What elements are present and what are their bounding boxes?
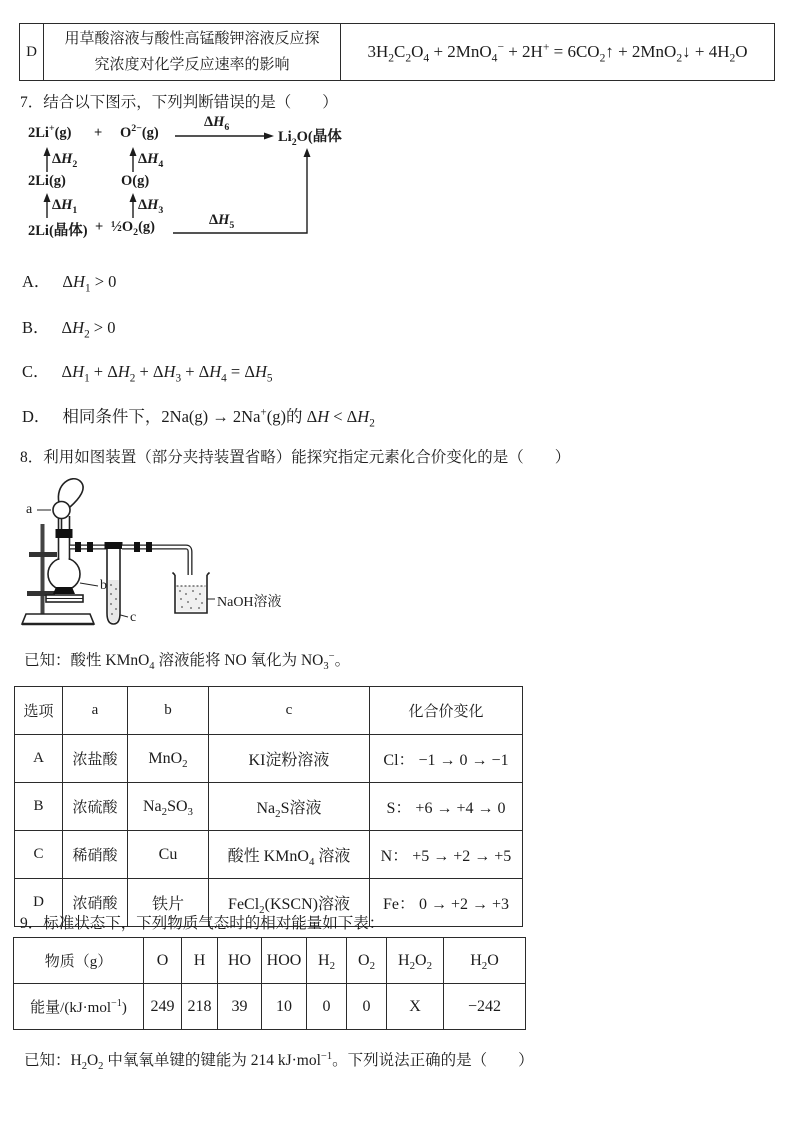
apparatus-beaker-label: NaOH溶液 bbox=[217, 595, 282, 610]
table-cell: FeCl$_2$(KSCN)溶液 bbox=[209, 879, 370, 927]
table-cell: 浓盐酸 bbox=[63, 735, 128, 783]
table-cell: $H_2$ bbox=[307, 938, 347, 984]
diagram-plus-top: + bbox=[94, 125, 103, 141]
question-7-stem: 7．结合以下图示，下列判断错误的是（ ） bbox=[20, 94, 338, 111]
diagram-label-li-solid: 2Li(晶体) bbox=[28, 223, 88, 239]
table-cell: MnO$_2$ bbox=[128, 735, 209, 783]
experiment-apparatus bbox=[18, 472, 318, 642]
diagram-label-li-ion: 2Li+(g) bbox=[28, 123, 72, 141]
table-row bbox=[15, 783, 523, 831]
option-label: D． bbox=[22, 407, 51, 426]
header-cell: a bbox=[63, 687, 128, 735]
apparatus-label-a: a bbox=[26, 502, 33, 517]
table-cell: 浓硫酸 bbox=[63, 783, 128, 831]
question-9-stem: 9．标准状态下，下列物质气态时的相对能量如下表： bbox=[20, 915, 385, 932]
header-cell: 化合价变化 bbox=[370, 687, 523, 735]
header-cell: b bbox=[128, 687, 209, 735]
q7-option-a bbox=[22, 268, 117, 295]
delivery-tube-1 bbox=[70, 542, 109, 552]
diagram-label-o2-gas: $\frac{1}{2}O_2(g)$ bbox=[111, 219, 155, 238]
q9-known-statement: 已知：$H_2O_2$ 中氧氧单键的键能为 214 kJ·mol$^{-1}$。下列说法正确的是（ ） bbox=[24, 1050, 534, 1073]
q7-option-c bbox=[22, 358, 273, 385]
option-text: $\Delta H_2 > 0$ bbox=[61, 318, 116, 341]
table-cell: Fe： 0 → +2 → +3 bbox=[370, 879, 523, 927]
q8-options-table bbox=[14, 686, 523, 927]
table-cell: B bbox=[15, 783, 63, 831]
table-cell: HO bbox=[218, 938, 262, 984]
table-cell: 能量/(kJ·mol$^{-1}$) bbox=[14, 984, 144, 1030]
diagram-label-li-gas: 2Li(g) bbox=[28, 173, 66, 189]
table-cell: Cu bbox=[128, 831, 209, 879]
table-cell: O bbox=[144, 938, 182, 984]
diagram-label-dh2: $\Delta H_2$ bbox=[52, 151, 78, 170]
q7-option-d bbox=[22, 403, 375, 430]
table-cell: Cl： −1 → 0 → −1 bbox=[370, 735, 523, 783]
q9-energy-table bbox=[13, 937, 526, 1030]
diagram-label-dh3: $\Delta H_3$ bbox=[138, 197, 164, 216]
apparatus-label-c: c bbox=[130, 610, 137, 625]
table-cell: 稀硝酸 bbox=[63, 831, 128, 879]
header-cell: c bbox=[209, 687, 370, 735]
table-cell: D bbox=[15, 879, 63, 927]
table-row bbox=[15, 735, 523, 783]
table-cell: C bbox=[15, 831, 63, 879]
table-cell: X bbox=[387, 984, 444, 1030]
table-row bbox=[20, 24, 775, 81]
table-cell: HOO bbox=[262, 938, 307, 984]
diagram-label-dh6: $\Delta H_6$ bbox=[204, 114, 230, 133]
table-cell: 酸性 KMnO$_4$ 溶液 bbox=[209, 831, 370, 879]
apparatus-drawing bbox=[18, 472, 318, 642]
table-cell: 物质（g） bbox=[14, 938, 144, 984]
table-cell: 218 bbox=[182, 984, 218, 1030]
table-cell: 0 bbox=[347, 984, 387, 1030]
table-cell: S： +6 → +4 → 0 bbox=[370, 783, 523, 831]
table-cell: KI淀粉溶液 bbox=[209, 735, 370, 783]
diagram-label-dh4: $\Delta H_4$ bbox=[138, 151, 164, 170]
table-cell: −242 bbox=[444, 984, 526, 1030]
diagram-plus-bottom: + bbox=[95, 219, 104, 235]
experiment-description bbox=[44, 24, 341, 81]
table-cell: N： +5 → +2 → +5 bbox=[370, 831, 523, 879]
option-label: C． bbox=[22, 362, 50, 381]
table-cell: 铁片 bbox=[128, 879, 209, 927]
description-line-2: 究浓度对化学反应速率的影响 bbox=[94, 57, 290, 73]
beaker bbox=[173, 573, 210, 614]
table-cell: $O_2$ bbox=[347, 938, 387, 984]
option-label: B． bbox=[22, 318, 50, 337]
header-row bbox=[15, 687, 523, 735]
diagram-label-product: $Li_2O$(晶体 bbox=[278, 129, 342, 148]
question-8-stem: 8．利用如图装置（部分夹持装置省略）能探究指定元素化合价变化的是（ ） bbox=[20, 449, 571, 466]
energy-cycle-diagram bbox=[28, 112, 373, 252]
diagram-label-o-ion: $O^{2-}(g)$ bbox=[120, 123, 159, 141]
table-row bbox=[14, 938, 526, 984]
table-cell: 249 bbox=[144, 984, 182, 1030]
test-tube bbox=[105, 542, 123, 624]
table-cell: $H_2O_2$ bbox=[387, 938, 444, 984]
table-cell: 浓硝酸 bbox=[63, 879, 128, 927]
description-line-1: 用草酸溶液与酸性高锰酸钾溶液反应探 bbox=[64, 30, 320, 47]
header-cell: 选项 bbox=[15, 687, 63, 735]
diagram-label-dh1: $\Delta H_1$ bbox=[52, 197, 78, 216]
q8-known-statement: 已知：酸性 KMnO$_4$ 溶液能将 NO 氧化为 $NO_3^-$。 bbox=[24, 650, 351, 673]
chemical-equation: $3H_2C_2O_4 + 2MnO_4^- + 2H^+$ = $6CO_2↑$ + 2MnO$_2$↓ + $4H_2O$ bbox=[341, 24, 775, 81]
table-cell: $Na_2S$溶液 bbox=[209, 783, 370, 831]
diagram-label-dh5: $\Delta H_5$ bbox=[209, 212, 235, 231]
option-text: $\Delta H_1 > 0$ bbox=[62, 272, 117, 295]
q7-option-b bbox=[22, 314, 116, 341]
table-cell: H bbox=[182, 938, 218, 984]
option-text: $\Delta H_1 + \Delta H_2 + \Delta H_3 + \Delta H_4 = \Delta H_5$ bbox=[61, 362, 273, 385]
apparatus-label-b: b bbox=[100, 578, 107, 593]
option-label: A． bbox=[22, 272, 51, 291]
table-cell: $H_2O$ bbox=[444, 938, 526, 984]
option-text: 相同条件下，2Na(g) → 2Na+(g)的 $\Delta H < \Delta H_2$ bbox=[62, 406, 375, 430]
table-cell: A bbox=[15, 735, 63, 783]
experiment-table bbox=[19, 23, 775, 81]
diagram-label-o-gas: O(g) bbox=[121, 173, 150, 189]
row-label: D bbox=[20, 24, 44, 81]
table-cell: 10 bbox=[262, 984, 307, 1030]
table-cell: $Na_2SO_3$ bbox=[128, 783, 209, 831]
table-row bbox=[14, 984, 526, 1030]
flask-support bbox=[46, 587, 83, 602]
table-row bbox=[15, 831, 523, 879]
table-cell: 39 bbox=[218, 984, 262, 1030]
table-cell: 0 bbox=[307, 984, 347, 1030]
